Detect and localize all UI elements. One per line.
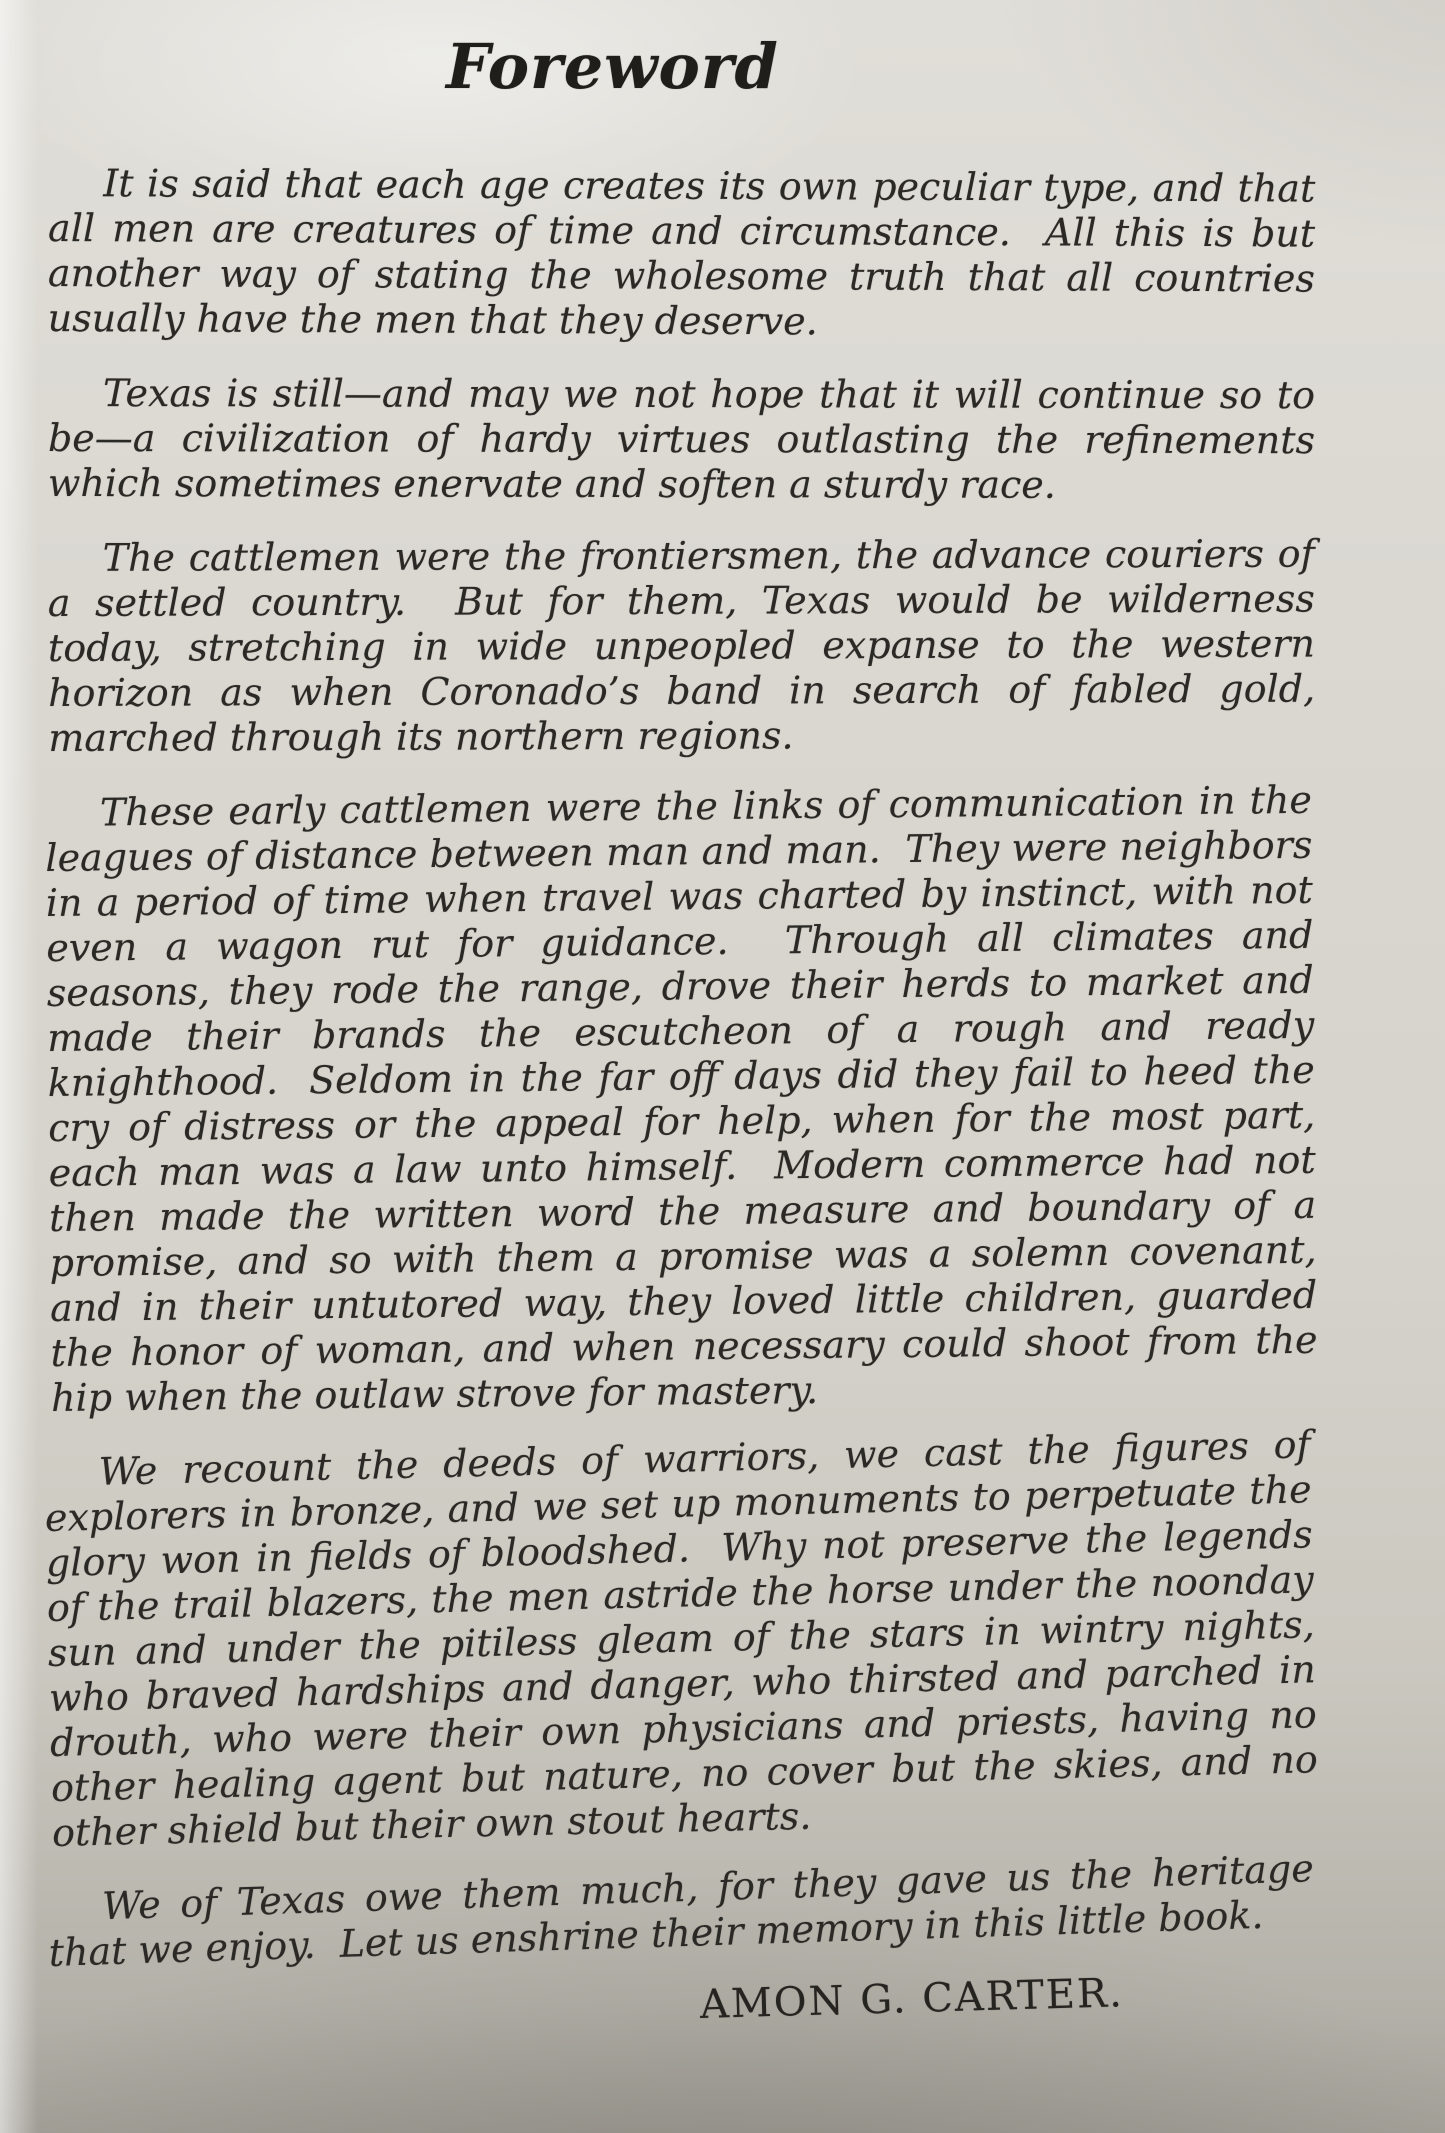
foreword-paragraph-5: We recount the deeds of warriors, we cast the figures of explorers in bronze, and we set up monuments to perpetuate the glory won in fields of bloodshed. Why not preserve the legends of the trail blazers, the men astride the horse under the noonday sun and under the pitiless gleam of the stars in wintry nights, who braved hardships and danger, who thirsted and parched in drouth, who were their own physicians and priests, having no other healing agent but nature, no cover but the skies, and no other shield but their own stout hearts. (44, 1422, 1331, 1855)
foreword-paragraph-3: The cattlemen were the frontiersmen, the advance couriers of a settled country. But for them, Texas would be wilderness today, stretching in wide unpeopled expanse to the western horizon as when Coronado’s band in search of fabled gold, marched through its northern regions. (47, 531, 1328, 760)
foreword-paragraph-4: These early cattlemen were the links of communication in the leagues of distance between man and man. They were neighbors in a period of time when travel was charted by instinct, with not even a wagon rut for guidance. Through all climates and seasons, they rode the range, drove their herds to market and made their brands the escutcheon of a rough and ready knighthood. Seldom in the far off days did they fail to heed the cry of distress or the appeal for help, when for the most part, each man was a law unto himself. Modern commerce had not then made the written word the measure and boundary of a promise, and so with them a promise was a solemn covenant, and in their untutored way, they loved little children, guarded the honor of woman, and when necessary could shoot from the hip when the outlaw strove for mastery. (45, 777, 1330, 1420)
page-title: Foreword (446, 30, 779, 103)
author-signature: AMON G. CARTER. (699, 1970, 1125, 2028)
foreword-text-column (44, 161, 1331, 1976)
foreword-paragraph-2: Texas is still—and may we not hope that it will continue so to be—a civilization of hardy virtues outlasting the refinements which sometimes enervate and soften a sturdy race. (47, 371, 1328, 507)
foreword-paragraph-1: It is said that each age creates its own peculiar type, and that all men are creatures of time and circumstance. All this is but another way of stating the wholesome truth that all countries usually have the men that they deserve. (47, 161, 1328, 344)
foreword-paragraph-6: We of Texas owe them much, for they gave us the heritage that we enjoy. Let us enshrine their memory in this little book. (48, 1845, 1327, 1975)
